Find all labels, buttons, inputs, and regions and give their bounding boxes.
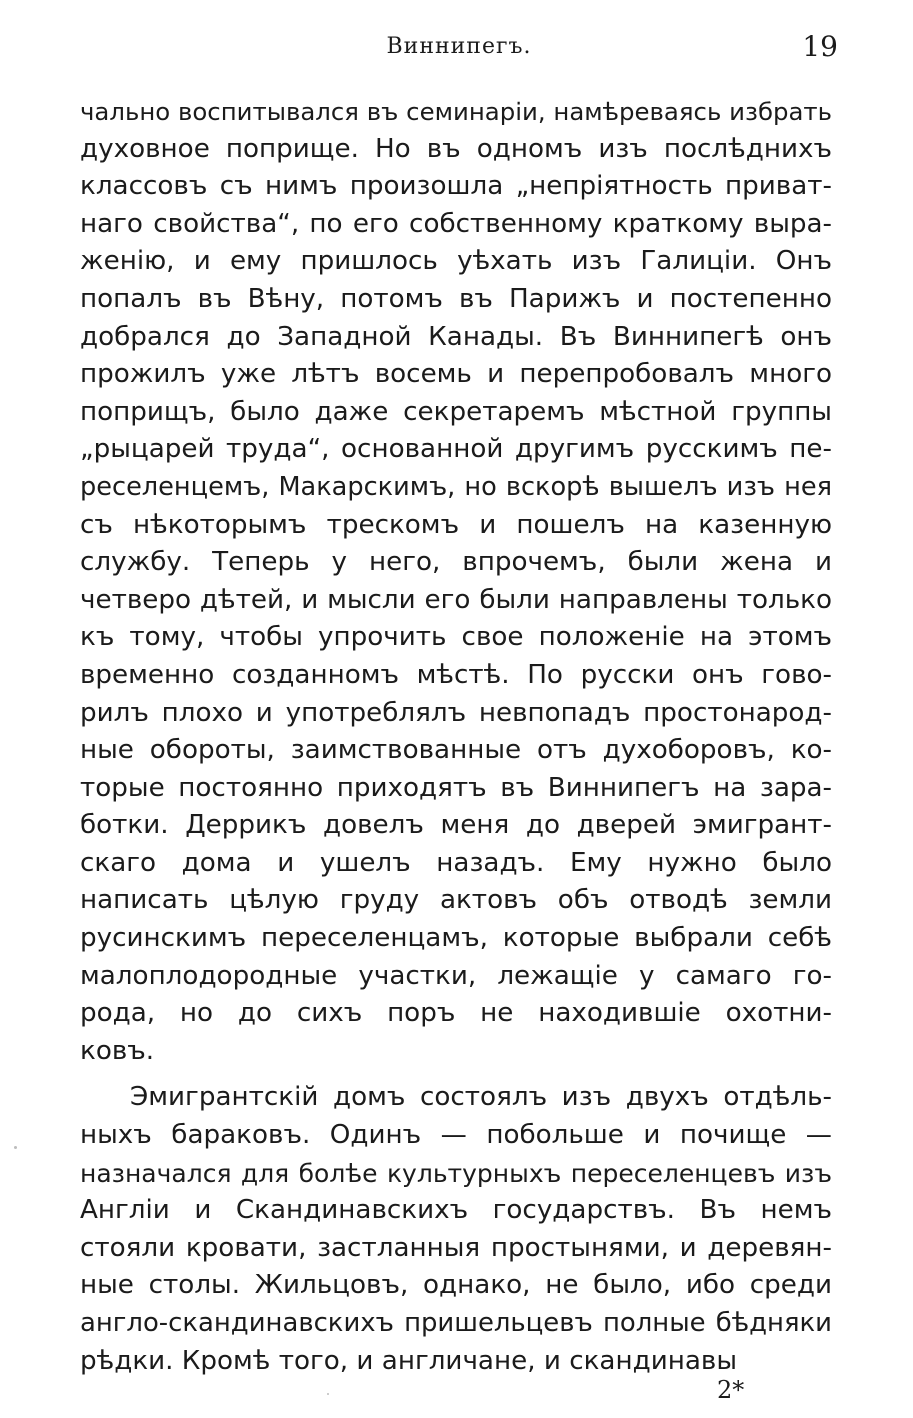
scan-speck	[14, 1146, 17, 1149]
text-line: попалъ въ Вѣну, потомъ въ Парижъ и постепенно	[80, 283, 832, 314]
text-line: женію, и ему пришлось уѣхать изъ Галиціи. Онъ	[80, 246, 832, 277]
paragraph	[80, 93, 832, 1070]
text-line: къ тому, чтобы упрочить свое положеніе на этомъ	[80, 622, 832, 653]
text-line: англо-скандинавскихъ пришельцевъ полные бѣдняки	[80, 1308, 832, 1338]
text-line: классовъ съ нимъ произошла „непріятность приват-	[80, 171, 832, 202]
text-line: малоплодородные участки, лежащіе у самаго го-	[80, 960, 832, 991]
text-line: ные обороты, заимствованные отъ духоборовъ, ко-	[80, 735, 832, 766]
text-line: „рыцарей труда“, основанной другимъ русскимъ пе-	[80, 434, 832, 465]
text-line: Англіи и Скандинавскихъ государствъ. Въ немъ	[80, 1195, 832, 1226]
text-line: назначался для болѣе культурныхъ переселенцевъ изъ	[80, 1158, 832, 1188]
text-line: временно созданномъ мѣстѣ. По русски онъ гово-	[80, 659, 832, 690]
text-line: торые постоянно приходятъ въ Виннипегъ на зара-	[80, 772, 832, 803]
text-line: службу. Теперь у него, впрочемъ, были жена и	[80, 547, 832, 578]
text-line: поприщъ, было даже секретаремъ мѣстной группы	[80, 396, 832, 427]
running-title: Виннипегъ.	[386, 34, 532, 59]
text-line: русинскимъ переселенцамъ, которые выбрали себѣ	[80, 923, 832, 954]
text-line: ковъ.	[80, 1035, 155, 1066]
text-line: стояли кровати, застланныя простынями, и деревян-	[80, 1232, 832, 1263]
page-number: 19	[802, 30, 838, 63]
text-line: рилъ плохо и употреблялъ невпопадъ простонарод-	[80, 697, 832, 728]
text-line: четверо дѣтей, и мысли его были направлены только	[80, 584, 832, 615]
body-text	[80, 93, 832, 1380]
text-line: ботки. Деррикъ довелъ меня до дверей эмигрант-	[80, 810, 832, 841]
text-line: ные столы. Жильцовъ, однако, не было, ибо среди	[80, 1270, 832, 1301]
scan-speck	[327, 1393, 329, 1395]
text-line: скаго дома и ушелъ назадъ. Ему нужно было	[80, 847, 832, 878]
text-line: наго свойства“, по его собственному краткому выра-	[80, 208, 832, 239]
text-line: рѣдки. Кромѣ того, и англичане, и скандинавы	[80, 1345, 737, 1376]
text-line: Эмигрантскій домъ состоялъ изъ двухъ отдѣль-	[130, 1082, 832, 1113]
paragraph	[80, 1079, 832, 1380]
text-line: добрался до Западной Канады. Въ Виннипегѣ онъ	[80, 321, 832, 352]
text-line: ныхъ бараковъ. Одинъ — побольше и почище —	[80, 1120, 832, 1151]
text-line: реселенцемъ, Макарскимъ, но вскорѣ вышелъ изъ нея	[80, 471, 832, 502]
text-line: написать цѣлую груду актовъ объ отводѣ земли	[80, 885, 832, 916]
text-line: чально воспитывался въ семинаріи, намѣреваясь избрать	[80, 97, 832, 126]
printer-signature: 2*	[717, 1376, 745, 1404]
running-head	[80, 30, 838, 64]
text-line: прожилъ уже лѣтъ восемь и перепробовалъ много	[80, 359, 832, 390]
text-line: съ нѣкоторымъ трескомъ и пошелъ на казенную	[80, 509, 832, 540]
text-line: духовное поприще. Но въ одномъ изъ послѣднихъ	[80, 133, 832, 164]
text-line: рода, но до сихъ поръ не находившіе охотни-	[80, 998, 832, 1029]
